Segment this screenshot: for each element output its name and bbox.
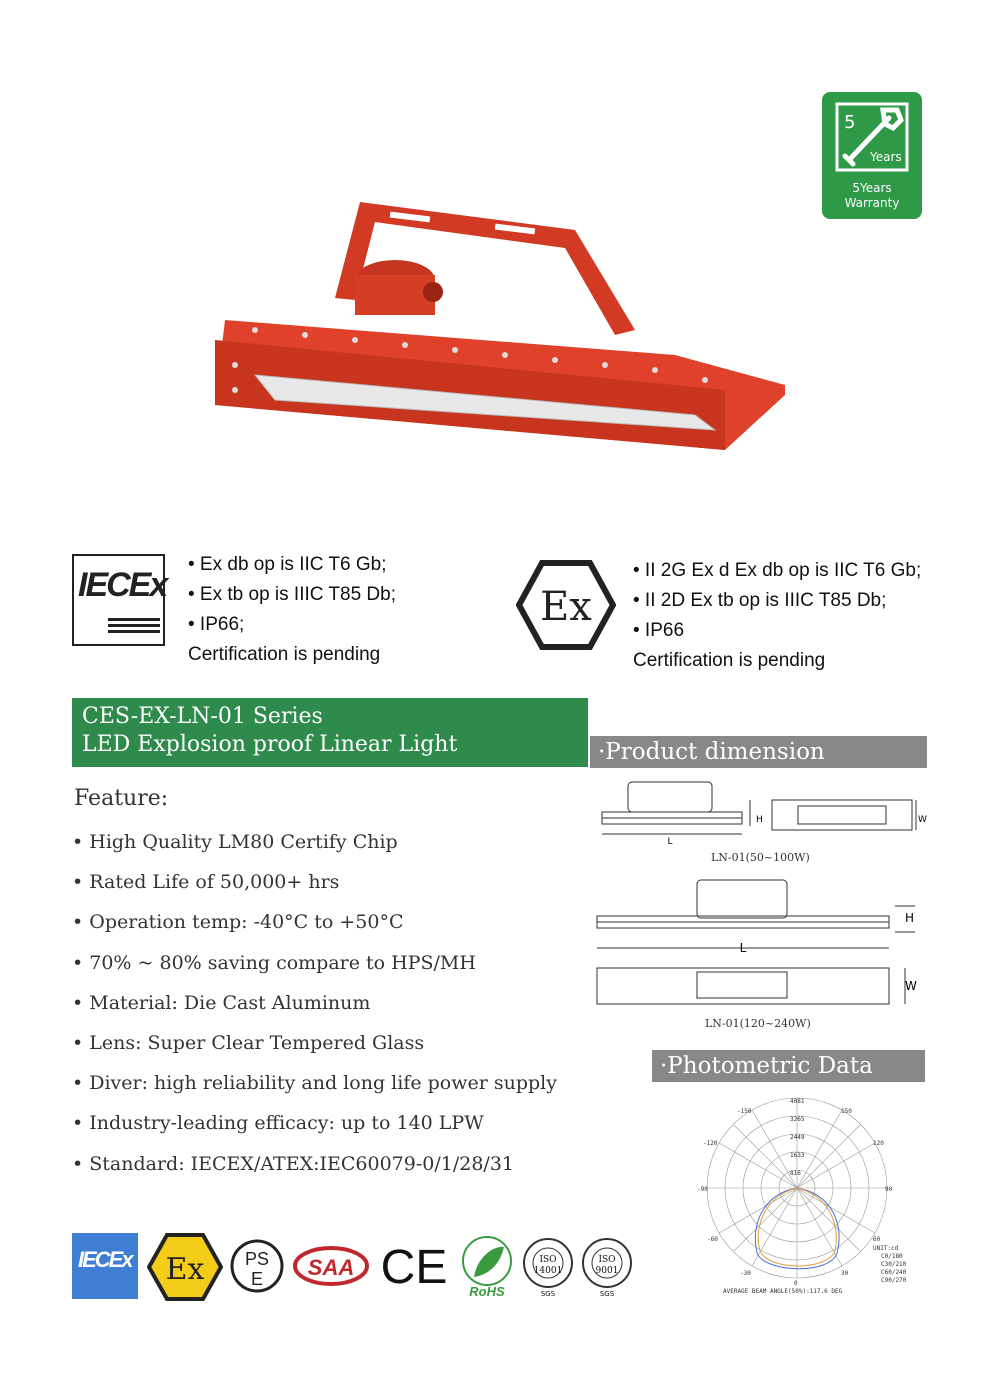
legend-title: UNIT:cd	[873, 1245, 899, 1252]
radial-label: 816	[790, 1170, 801, 1177]
angle-label: -30	[740, 1270, 751, 1277]
radial-label: 4081	[790, 1098, 805, 1105]
feature-item: • Standard: IECEX/ATEX:IEC60079-0/1/28/31	[72, 1152, 515, 1175]
product-image	[195, 190, 795, 465]
feature-list	[72, 825, 557, 1187]
product-series: CES-EX-LN-01 Series	[82, 704, 323, 729]
svg-text:RoHS: RoHS	[469, 1284, 505, 1299]
svg-text:SAA: SAA	[307, 1255, 355, 1280]
angle-label: -120	[703, 1140, 718, 1147]
svg-text:E: E	[250, 1269, 264, 1289]
angle-label: -90	[697, 1186, 708, 1193]
iecex-logo	[72, 554, 165, 646]
iecex-item: Certification is pending	[188, 644, 381, 665]
svg-text:SGS: SGS	[599, 1290, 615, 1298]
atex-item: • II 2G Ex d Ex db op is IIC T6 Gb;	[633, 560, 922, 581]
ex-small-logo	[147, 1233, 223, 1301]
beam-angle: AVERAGE BEAM ANGLE(50%):117.6 DEG	[723, 1288, 843, 1295]
feature-item: • Rated Life of 50,000+ hrs	[72, 871, 340, 894]
angle-label: 30	[841, 1270, 849, 1277]
warranty-badge	[822, 92, 922, 219]
svg-text:Ex: Ex	[165, 1252, 205, 1287]
atex-cert-list	[633, 556, 921, 676]
dim-w-label-2: W	[905, 979, 917, 993]
dim-l-label-2: L	[739, 941, 747, 955]
iecex-item: • Ex db op is IIC T6 Gb;	[188, 554, 387, 575]
ce-logo	[380, 1233, 448, 1299]
product-title-band	[72, 698, 588, 767]
atex-item: Certification is pending	[633, 650, 826, 671]
feature-title: Feature:	[74, 786, 169, 811]
svg-text:9001: 9001	[595, 1266, 619, 1276]
angle-label: 60	[873, 1236, 881, 1243]
svg-text:ISO: ISO	[598, 1255, 616, 1265]
warranty-line1: 5Years	[852, 181, 892, 195]
svg-text:SGS: SGS	[540, 1290, 556, 1298]
saa-logo	[292, 1233, 370, 1299]
iecex-logo-text: IECEx	[78, 566, 167, 604]
dim-w-label: W	[918, 815, 927, 825]
ex-logo-text: Ex	[540, 584, 592, 630]
product-name: LED Explosion proof Linear Light	[82, 732, 458, 757]
photometric-heading: ·Photometric Data	[652, 1050, 925, 1082]
iso-14001-logo	[521, 1233, 575, 1299]
warranty-years-label: Years	[870, 150, 902, 164]
dim-h-label-2: H	[905, 911, 915, 925]
warranty-number: 5	[844, 112, 856, 133]
feature-item: • Industry-leading efficacy: up to 140 LPW	[72, 1112, 484, 1135]
feature-item: • High Quality LM80 Certify Chip	[72, 831, 398, 853]
legend-item: C60/240	[881, 1269, 907, 1276]
legend-item: C90/270	[881, 1277, 907, 1284]
rohs-logo	[458, 1233, 516, 1299]
angle-label: 120	[873, 1140, 884, 1147]
radial-label: 3265	[790, 1116, 805, 1123]
dim-l-label: L	[667, 837, 673, 847]
angle-label: 0	[794, 1280, 798, 1287]
iso-9001-logo	[580, 1233, 634, 1299]
angle-label: -150	[737, 1108, 752, 1115]
iecex-item: • IP66;	[188, 614, 245, 635]
angle-label: 90	[885, 1186, 893, 1193]
dim-h-label: H	[756, 815, 763, 825]
radial-label: 2449	[790, 1134, 805, 1141]
svg-text:14001: 14001	[533, 1266, 563, 1276]
dimension-drawing-small	[598, 778, 928, 848]
feature-item: • Material: Die Cast Aluminum	[72, 991, 371, 1014]
feature-item: • Diver: high reliability and long life power supply	[72, 1072, 557, 1095]
dimension-drawing-large	[595, 876, 925, 1014]
svg-text:PS: PS	[244, 1249, 270, 1269]
pse-logo	[230, 1233, 284, 1299]
angle-label: -60	[707, 1236, 718, 1243]
atex-item: • IP66	[633, 620, 685, 641]
iecex-cert-list	[188, 550, 396, 670]
feature-item: • Operation temp: -40°C to +50°C	[72, 911, 404, 934]
feature-item: • Lens: Super Clear Tempered Glass	[72, 1031, 425, 1054]
iecex-small-logo: IECEx	[72, 1233, 138, 1299]
atex-item: • II 2D Ex tb op is IIIC T85 Db;	[633, 590, 887, 611]
dimension-caption-small: LN-01(50~100W)	[711, 851, 810, 864]
svg-text:ISO: ISO	[539, 1255, 557, 1265]
svg-text:CE: CE	[380, 1241, 448, 1294]
product-dimension-heading: ·Product dimension	[590, 736, 927, 768]
ex-logo	[516, 560, 616, 650]
angle-label: 150	[841, 1108, 852, 1115]
radial-label: 1633	[790, 1152, 805, 1159]
dimension-caption-large: LN-01(120~240W)	[705, 1017, 811, 1030]
iecex-item: • Ex tb op is IIIC T85 Db;	[188, 584, 396, 605]
legend-item: C30/210	[881, 1261, 907, 1268]
legend-item: C0/180	[881, 1253, 903, 1260]
feature-item: • 70% ~ 80% saving compare to HPS/MH	[72, 951, 476, 974]
photometric-diagram	[695, 1093, 920, 1298]
warranty-line2: Warranty	[844, 196, 900, 210]
